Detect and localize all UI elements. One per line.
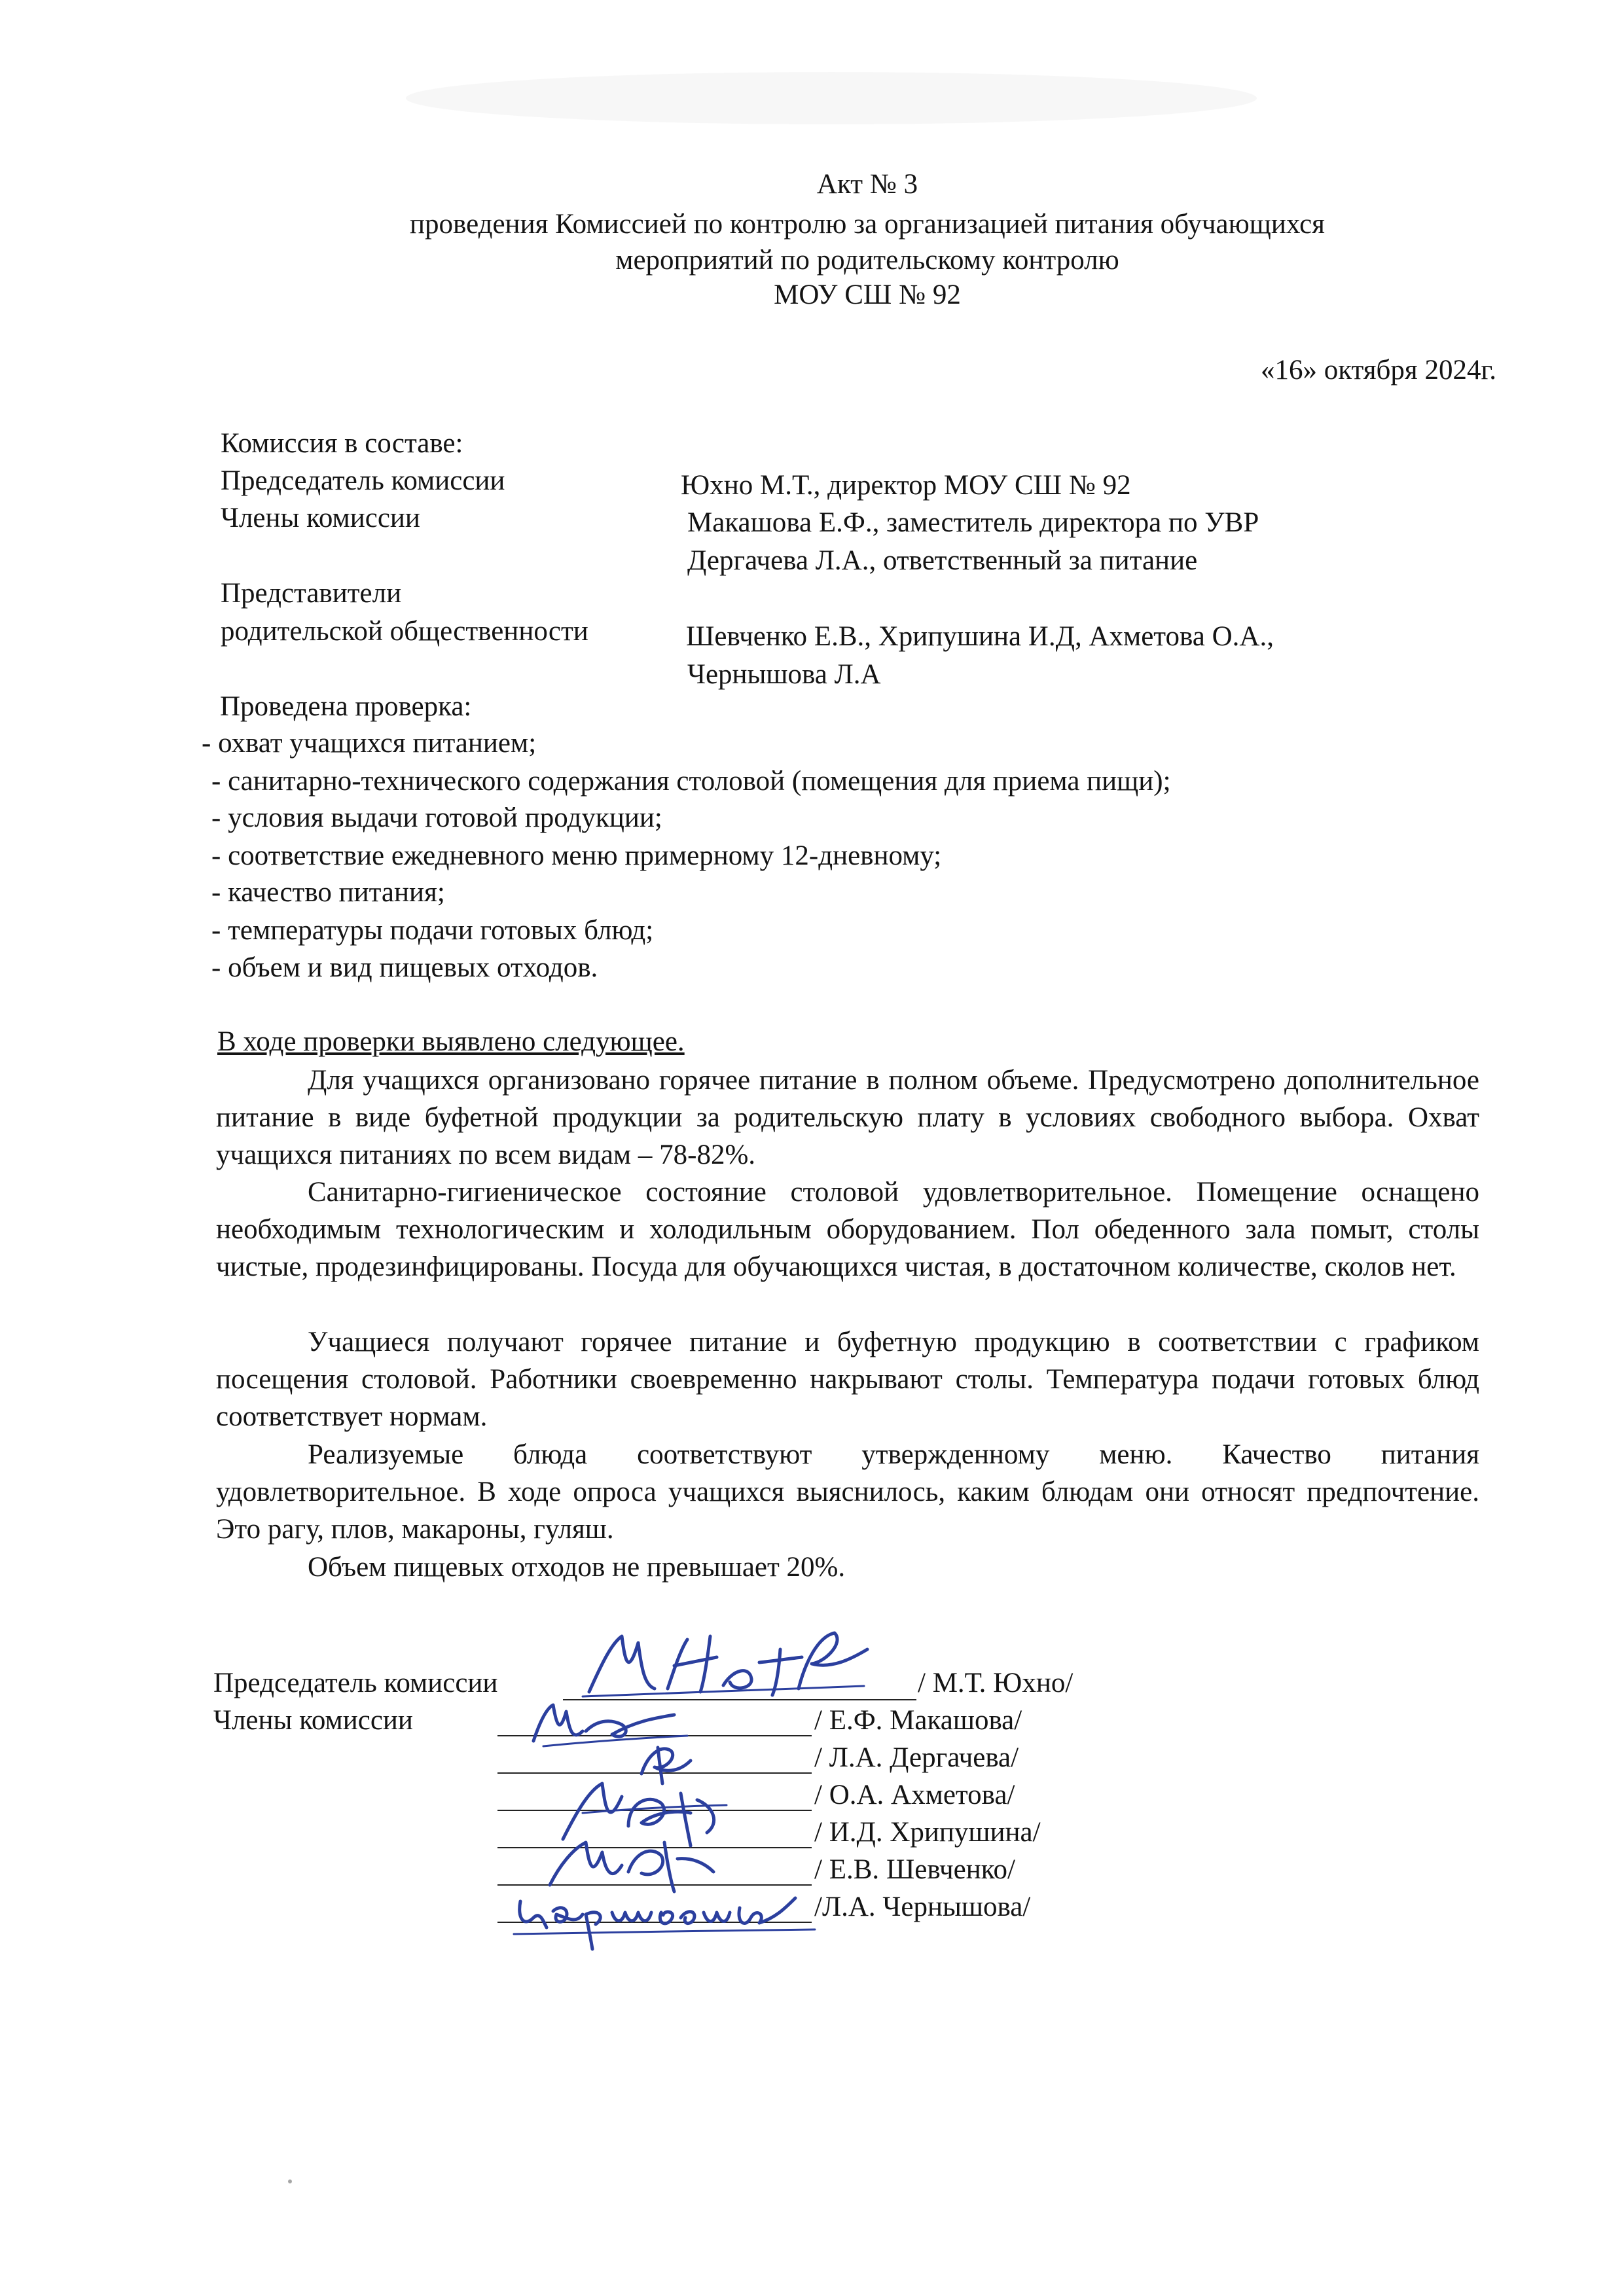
act-subtitle-line2: мероприятий по родительскому контролю (615, 245, 1119, 276)
findings-heading: В ходе проверки выявлено следующее. (217, 1026, 685, 1057)
findings-paragraph-text: Учащиеся получают горячее питание и буфетную продукцию в соответствии с графиком посещения столовой. Работники своевременно накрывают столы. Температура подачи готовых блюд соответствует нормам. (216, 1327, 1479, 1432)
parents-line2: Чернышова Л.А (687, 659, 881, 690)
parents-label-line1: Представители (221, 578, 402, 609)
chair-value: Юхно М.Т., директор МОУ СШ № 92 (681, 470, 1131, 501)
chair-label: Председатель комиссии (221, 465, 505, 496)
act-title: Акт № 3 (816, 169, 918, 200)
signature-member-name: / И.Д. Хрипушина/ (814, 1817, 1041, 1848)
member-line: Дергачева Л.А., ответственный за питание (687, 545, 1198, 576)
check-item: - охват учащихся питанием; (202, 728, 537, 759)
parents-line1: Шевченко Е.В., Хрипушина И.Д, Ахметова О.А., (686, 621, 1274, 652)
commission-heading: Комиссия в составе: (221, 428, 463, 459)
findings-paragraph (216, 1174, 1479, 1285)
signature-member-name: / Е.Ф. Макашова/ (814, 1705, 1022, 1736)
signature-member-name: / Е.В. Шевченко/ (814, 1854, 1015, 1885)
members-label: Члены комиссии (221, 503, 420, 533)
signature-members-label: Члены комиссии (213, 1705, 413, 1736)
findings-paragraph (216, 1549, 1479, 1586)
findings-paragraph-text: Реализуемые блюда соответствуют утвержденному меню. Качество питания удовлетворительное. В ходе опроса учащихся выяснилось, каким блюдам они относят предпочтение. Это рагу, плов, макароны, гуляш. (216, 1439, 1479, 1545)
findings-paragraph (216, 1436, 1479, 1548)
member-line: Макашова Е.Ф., заместитель директора по УВР (687, 507, 1259, 538)
check-item: - качество питания; (211, 877, 445, 908)
signature-member-name: / Л.А. Дергачева/ (814, 1742, 1019, 1773)
findings-paragraph-text: Санитарно-гигиеническое состояние столовой удовлетворительное. Помещение оснащено необходимым технологическим и холодильным оборудованием. Пол обеденного зала помыт, столы чистые, продезинфицированы. Посуда для обучающихся чистая, в достаточном количестве, сколов нет. (216, 1177, 1479, 1282)
act-date: «16» октября 2024г. (1260, 355, 1496, 386)
check-item: - санитарно-технического содержания столовой (помещения для приема пищи); (211, 766, 1171, 797)
signature-member-name: /Л.А. Чернышова/ (814, 1892, 1031, 1922)
act-subtitle-line1: проведения Комиссией по контролю за организацией питания обучающихся (410, 209, 1325, 240)
handwritten-signature-chernyshova (507, 1872, 835, 1950)
findings-paragraph (216, 1323, 1479, 1435)
scan-smudge (406, 72, 1257, 124)
check-item: - соответствие ежедневного меню примерному 12-дневному; (211, 840, 942, 871)
school-name: МОУ СШ № 92 (774, 279, 961, 310)
parents-label-line2: родительской общественности (221, 616, 588, 647)
check-item: - объем и вид пищевых отходов. (211, 952, 598, 983)
signature-chair-name: / М.Т. Юхно/ (918, 1668, 1074, 1698)
signature-chair-label: Председатель комиссии (213, 1668, 498, 1698)
check-item: - условия выдачи готовой продукции; (211, 802, 662, 833)
scan-speck (288, 2179, 292, 2183)
findings-paragraph-text: Для учащихся организовано горячее питание в полном объеме. Предусмотрено дополнительное питание в виде буфетной продукции за родительскую плату в условиях свободного выбора. Охват учащихся питаниях по всем видам – 78-82%. (216, 1065, 1479, 1170)
findings-paragraph (216, 1062, 1479, 1174)
findings-paragraph-text: Объем пищевых отходов не превышает 20%. (308, 1552, 846, 1583)
signature-member-name: / О.А. Ахметова/ (814, 1780, 1015, 1810)
check-heading: Проведена проверка: (220, 691, 472, 722)
check-item: - температуры подачи готовых блюд; (211, 915, 654, 946)
